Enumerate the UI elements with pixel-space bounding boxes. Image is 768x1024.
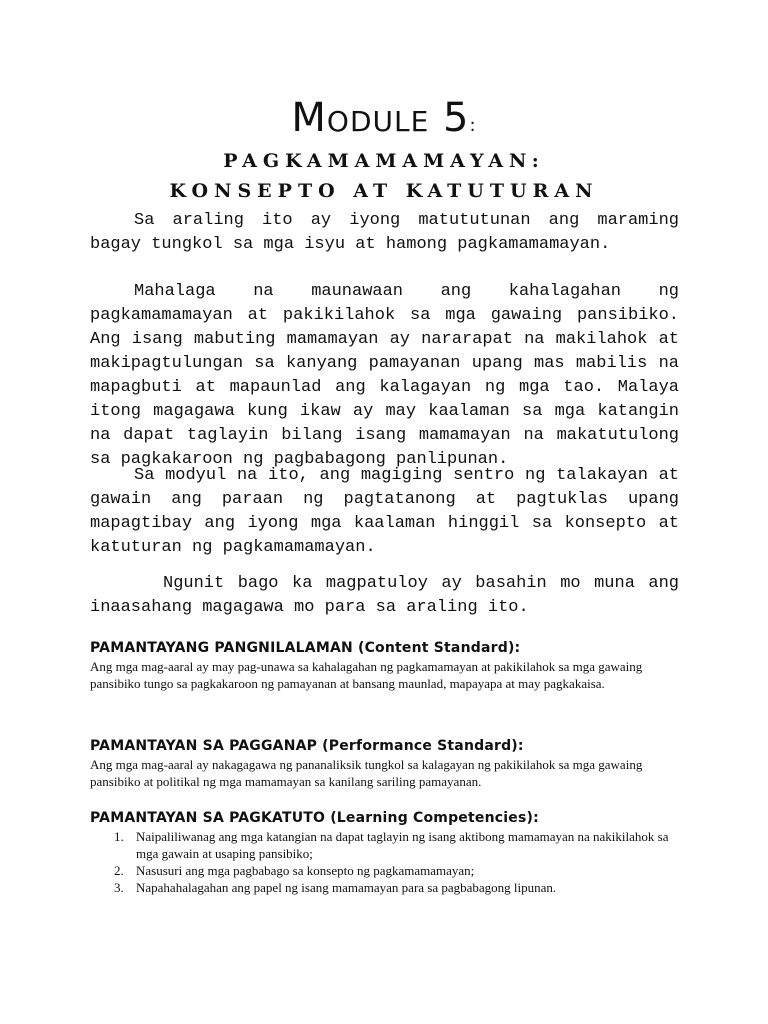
module-title-colon: : [469,115,477,136]
paragraph-text: Sa modyul na ito, ang magiging sentro ng talakayan at gawain ang paraan ng pagtatanong at pagtuklas upang mapagtibay ang iyong mga kaalaman hinggil sa konsepto at katuturan ng pagkamamamayan. [90,466,679,557]
paragraph-text: Sa araling ito ay iyong matututunan ang maraming bagay tungkol sa mga isyu at hamong pagkamamamayan. [90,211,679,254]
content-standard-section [90,638,690,692]
subtitle-line-1: PAGKAMAMAMAYAN: [223,150,545,172]
title-block [0,95,768,206]
content-standard-text: Ang mga mag-aaral ay may pag-unawa sa kahalagahan ng pagkamamayan at pakikilahok sa mga gawaing pansibiko tungo sa pagkakaroon ng pamayanan at bansang maunlad, mapayapa at may pagkakaisa. [90,659,643,691]
list-item [90,862,690,879]
paragraph-text: Ngunit bago ka magpatuloy ay basahin mo muna ang inaasahang magagawa mo para sa araling ito. [90,574,679,617]
content-standard-heading: PAMANTAYANG PANGNILALAMAN (Content Standard): [90,640,521,656]
performance-standard-section [90,736,690,790]
competencies-list [90,828,690,896]
performance-standard-text: Ang mga mag-aaral ay nakagagawa ng pananaliksik tungkol sa kalagayan ng pakikilahok sa mga gawaing pansibiko at politikal ng mga mamamayan sa kanilang sariling pamayanan. [90,757,643,789]
list-item-text: Napahahalagahan ang papel ng isang mamamayan para sa pagbabagong lipunan. [136,880,557,895]
module-title-text: Module 5 [291,95,470,141]
list-item-number: 3. [114,880,124,895]
module-title [0,95,768,146]
intro-paragraph-1 [90,209,679,257]
list-item-text: Nasusuri ang mga pagbabago sa konsepto ng pagkamamamayan; [136,863,475,878]
list-item-number: 1. [114,829,124,844]
subtitle-line-2: KONSEPTO AT KATUTURAN [169,180,599,202]
learning-competencies-section [90,808,690,896]
intro-paragraph-4 [90,572,679,620]
list-item-text: Naipaliliwanag ang mga katangian na dapat taglayin ng isang aktibong mamamayan na nakikilahok sa mga gawain at usaping pansibiko; [136,829,669,861]
list-item-number: 2. [114,863,124,878]
list-item [90,879,690,896]
learning-competencies-heading: PAMANTAYAN SA PAGKATUTO (Learning Competencies): [90,810,539,826]
paragraph-text: Mahalaga na maunawaan ang kahalagahan ng pagkamamamayan at pakikilahok sa mga gawaing pansibiko. Ang isang mabuting mamamayan ay nararapat na makilahok at makipagtulungan sa kanyang pamayanan upang mas mabilis na mapagbuti at mapaunlad ang kalagayan ng mga tao. Malaya itong magagawa kung ikaw ay may kaalaman sa mga katangin na dapat taglayin bilang isang mamamayan na makatutulong sa pagkakaroon ng pagbabagong panlipunan. [90,282,679,469]
performance-standard-heading: PAMANTAYAN SA PAGGANAP (Performance Standard): [90,738,524,754]
intro-paragraph-3 [90,464,679,560]
intro-paragraph-2 [90,280,679,472]
list-item [90,828,690,862]
